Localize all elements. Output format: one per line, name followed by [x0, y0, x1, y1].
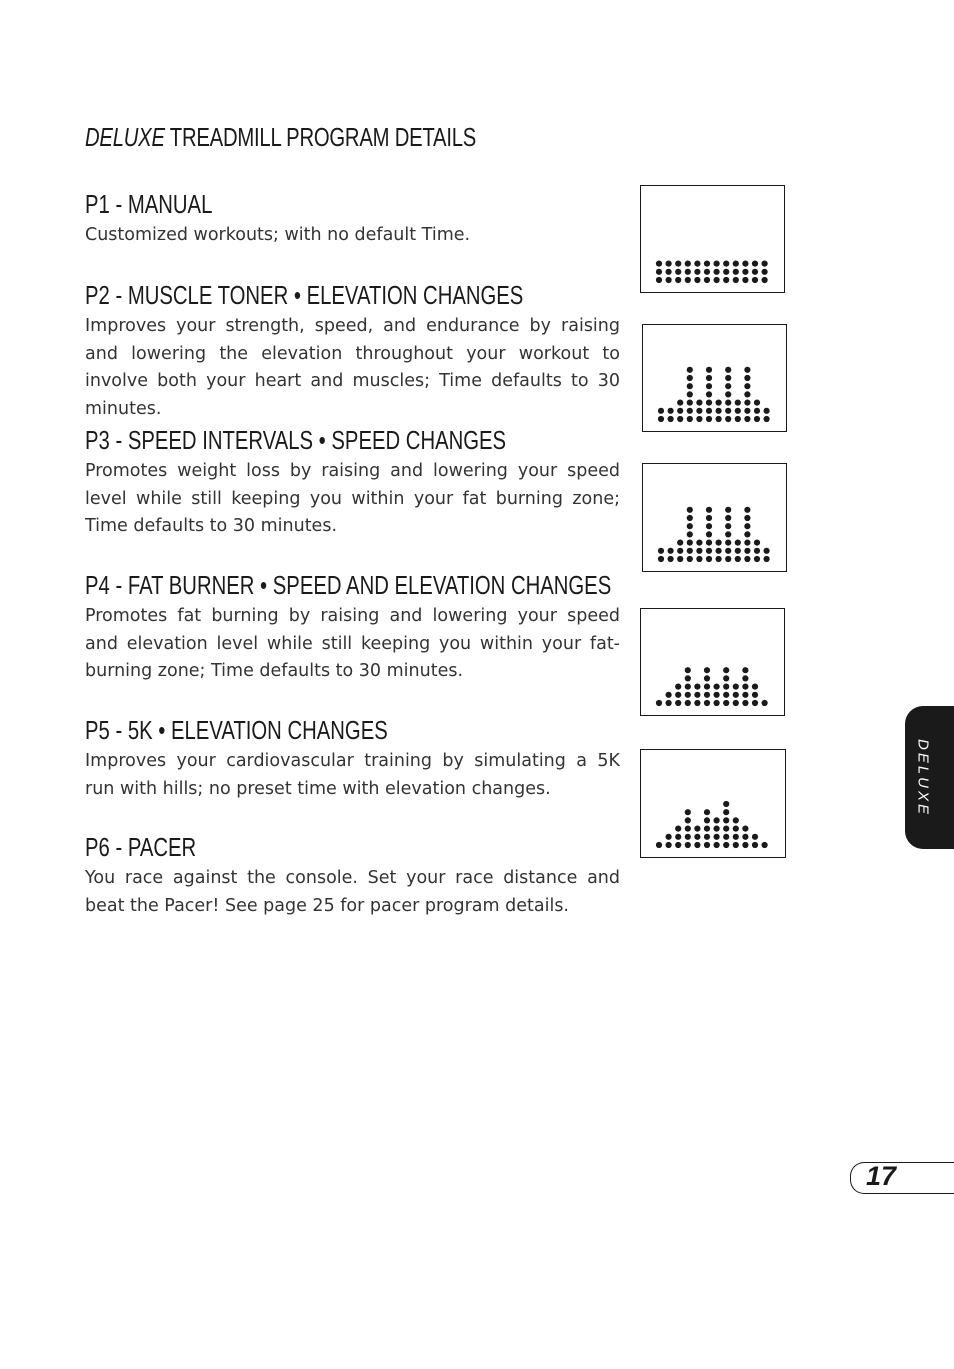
program-heading: P3 - SPEED INTERVALS • SPEED CHANGES	[85, 425, 507, 455]
profile-dot	[764, 416, 770, 422]
profile-dot	[725, 523, 731, 529]
profile-dot	[733, 261, 739, 267]
profile-dot	[762, 277, 768, 283]
profile-dot	[735, 416, 741, 422]
profile-dot	[687, 507, 693, 513]
profile-dot	[733, 834, 739, 840]
profile-dot	[706, 408, 712, 414]
program-description: Improves your strength, speed, and endurance by raising and lowering the elevation throughout your workout to involve both your heart and muscles; Time defaults to 30 minutes.	[85, 316, 620, 419]
profile-dot	[725, 531, 731, 537]
profile-dot	[716, 408, 722, 414]
profile-dot	[685, 700, 691, 706]
profile-dot	[735, 548, 741, 554]
profile-dot	[704, 667, 710, 673]
profile-dot	[714, 834, 720, 840]
profile-dot	[725, 507, 731, 513]
profile-dot	[764, 548, 770, 554]
profile-dot	[754, 548, 760, 554]
profile-chart-p1	[640, 185, 785, 293]
profile-dot	[706, 375, 712, 381]
profile-dot	[762, 700, 768, 706]
profile-dot	[696, 416, 702, 422]
profile-dot	[723, 261, 729, 267]
profile-dot	[725, 556, 731, 562]
profile-dot	[725, 540, 731, 546]
profile-dot	[668, 416, 674, 422]
profile-dot	[666, 269, 672, 275]
profile-dot	[687, 367, 693, 373]
profile-chart-p5	[640, 749, 786, 858]
profile-dot	[675, 261, 681, 267]
profile-dot	[723, 834, 729, 840]
profile-dot	[687, 531, 693, 537]
profile-dot	[725, 400, 731, 406]
profile-dot	[706, 391, 712, 397]
profile-dot	[694, 842, 700, 848]
profile-dot	[744, 375, 750, 381]
profile-dot	[733, 692, 739, 698]
program-heading: P1 - MANUAL	[85, 189, 213, 219]
profile-dot	[675, 684, 681, 690]
page-number-box	[850, 1162, 954, 1194]
profile-dot	[694, 826, 700, 832]
profile-dot	[706, 383, 712, 389]
side-tab-label: DELUXE	[914, 738, 932, 818]
profile-dot	[658, 556, 664, 562]
profile-dot	[716, 556, 722, 562]
profile-dot	[685, 842, 691, 848]
profile-dot	[704, 277, 710, 283]
profile-dot	[714, 700, 720, 706]
profile-dot	[723, 700, 729, 706]
profile-dot	[742, 675, 748, 681]
profile-dot	[723, 842, 729, 848]
profile-dot	[677, 548, 683, 554]
profile-dot	[656, 261, 662, 267]
profile-dot	[666, 261, 672, 267]
profile-dot	[744, 391, 750, 397]
profile-dot	[675, 692, 681, 698]
profile-dot	[704, 826, 710, 832]
profile-dot	[725, 408, 731, 414]
profile-dot	[677, 400, 683, 406]
profile-dot	[714, 692, 720, 698]
profile-dot	[694, 692, 700, 698]
profile-dot	[704, 834, 710, 840]
profile-dot	[666, 277, 672, 283]
profile-dot	[704, 692, 710, 698]
profile-dot	[694, 261, 700, 267]
profile-dot	[752, 692, 758, 698]
profile-dot	[706, 515, 712, 521]
profile-dot	[687, 408, 693, 414]
profile-dot	[744, 416, 750, 422]
profile-dot	[723, 801, 729, 807]
profile-dot	[752, 269, 758, 275]
profile-dot	[696, 400, 702, 406]
profile-dot	[714, 684, 720, 690]
profile-dot	[668, 556, 674, 562]
profile-dot	[706, 400, 712, 406]
profile-dot	[723, 269, 729, 275]
program-description: Customized workouts; with no default Time.	[85, 225, 471, 245]
program-description: Improves your cardiovascular training by simulating a 5K run with hills; no preset time with elevation changes.	[85, 751, 620, 799]
dot-matrix-p4	[641, 609, 784, 715]
profile-dot	[723, 692, 729, 698]
profile-dot	[694, 700, 700, 706]
profile-dot	[752, 277, 758, 283]
profile-dot	[744, 367, 750, 373]
profile-dot	[685, 817, 691, 823]
profile-dot	[725, 548, 731, 554]
profile-dot	[687, 548, 693, 554]
program-heading: P5 - 5K • ELEVATION CHANGES	[85, 715, 388, 745]
profile-dot	[714, 277, 720, 283]
profile-dot	[685, 269, 691, 275]
profile-dot	[696, 548, 702, 554]
profile-dot	[675, 700, 681, 706]
profile-dot	[704, 684, 710, 690]
profile-dot	[744, 523, 750, 529]
profile-dot	[685, 692, 691, 698]
profile-dot	[696, 556, 702, 562]
profile-dot	[677, 416, 683, 422]
program-p3	[85, 424, 620, 541]
profile-dot	[742, 692, 748, 698]
profile-dot	[744, 507, 750, 513]
profile-dot	[706, 556, 712, 562]
dot-matrix-p3	[643, 464, 786, 571]
profile-dot	[666, 692, 672, 698]
program-p2	[85, 279, 620, 423]
profile-dot	[694, 834, 700, 840]
profile-dot	[723, 277, 729, 283]
profile-dot	[733, 277, 739, 283]
profile-dot	[668, 408, 674, 414]
profile-dot	[685, 826, 691, 832]
profile-dot	[706, 531, 712, 537]
profile-dot	[704, 842, 710, 848]
profile-dot	[733, 817, 739, 823]
profile-dot	[694, 269, 700, 275]
profile-dot	[725, 375, 731, 381]
profile-dot	[744, 515, 750, 521]
profile-chart-p2	[642, 324, 787, 432]
profile-dot	[733, 700, 739, 706]
profile-dot	[754, 400, 760, 406]
profile-dot	[704, 817, 710, 823]
profile-dot	[744, 400, 750, 406]
profile-dot	[752, 842, 758, 848]
profile-dot	[733, 684, 739, 690]
profile-dot	[754, 556, 760, 562]
profile-dot	[716, 416, 722, 422]
profile-dot	[735, 540, 741, 546]
profile-dot	[656, 277, 662, 283]
profile-dot	[742, 667, 748, 673]
profile-dot	[706, 507, 712, 513]
profile-dot	[694, 277, 700, 283]
dot-matrix-p1	[641, 186, 784, 292]
profile-dot	[716, 548, 722, 554]
profile-dot	[704, 700, 710, 706]
program-p5	[85, 714, 620, 803]
profile-dot	[744, 383, 750, 389]
profile-dot	[675, 834, 681, 840]
profile-dot	[666, 842, 672, 848]
profile-dot	[733, 826, 739, 832]
profile-dot	[754, 540, 760, 546]
profile-dot	[656, 842, 662, 848]
profile-dot	[764, 408, 770, 414]
profile-dot	[658, 408, 664, 414]
profile-dot	[675, 277, 681, 283]
profile-dot	[754, 408, 760, 414]
profile-dot	[714, 261, 720, 267]
profile-dot	[725, 383, 731, 389]
profile-dot	[706, 540, 712, 546]
program-p1	[85, 188, 620, 250]
profile-dot	[752, 684, 758, 690]
profile-dot	[725, 416, 731, 422]
profile-dot	[714, 842, 720, 848]
profile-chart-p3	[642, 463, 787, 572]
profile-dot	[677, 556, 683, 562]
profile-dot	[704, 809, 710, 815]
profile-dot	[687, 391, 693, 397]
profile-dot	[744, 548, 750, 554]
side-tab	[905, 706, 954, 849]
profile-dot	[666, 700, 672, 706]
profile-dot	[733, 842, 739, 848]
profile-dot	[725, 515, 731, 521]
program-heading: P2 - MUSCLE TONER • ELEVATION CHANGES	[85, 280, 524, 310]
program-description: You race against the console. Set your race distance and beat the Pacer! See page 25 for pacer program details.	[85, 868, 620, 916]
profile-dot	[706, 523, 712, 529]
profile-dot	[752, 261, 758, 267]
profile-dot	[704, 675, 710, 681]
profile-dot	[716, 400, 722, 406]
profile-dot	[704, 261, 710, 267]
profile-dot	[742, 842, 748, 848]
profile-dot	[696, 408, 702, 414]
dot-matrix-p2	[643, 325, 786, 431]
program-description: Promotes fat burning by raising and lowering your speed and elevation level while still keeping you within your fat-burning zone; Time defaults to 30 minutes.	[85, 606, 620, 681]
profile-dot	[714, 817, 720, 823]
profile-dot	[666, 834, 672, 840]
profile-dot	[706, 416, 712, 422]
profile-dot	[687, 383, 693, 389]
profile-dot	[714, 826, 720, 832]
profile-dot	[706, 548, 712, 554]
profile-dot	[725, 367, 731, 373]
profile-dot	[723, 675, 729, 681]
profile-dot	[762, 261, 768, 267]
profile-dot	[687, 375, 693, 381]
profile-dot	[762, 269, 768, 275]
profile-dot	[677, 540, 683, 546]
title-rest: TREADMILL PROGRAM DETAILS	[164, 122, 477, 152]
profile-dot	[685, 684, 691, 690]
profile-dot	[752, 700, 758, 706]
program-p6	[85, 831, 620, 920]
title-brand: DELUXE	[85, 122, 165, 152]
profile-dot	[742, 826, 748, 832]
profile-dot	[764, 556, 770, 562]
profile-dot	[687, 416, 693, 422]
profile-dot	[723, 684, 729, 690]
profile-dot	[675, 269, 681, 275]
profile-dot	[677, 408, 683, 414]
page-number: 17	[866, 1161, 897, 1191]
profile-dot	[687, 515, 693, 521]
profile-dot	[723, 667, 729, 673]
profile-dot	[744, 531, 750, 537]
profile-dot	[742, 261, 748, 267]
profile-dot	[714, 269, 720, 275]
profile-dot	[744, 556, 750, 562]
profile-dot	[687, 400, 693, 406]
program-heading: P4 - FAT BURNER • SPEED AND ELEVATION CHANGES	[85, 570, 612, 600]
profile-dot	[742, 684, 748, 690]
profile-dot	[685, 834, 691, 840]
profile-dot	[735, 556, 741, 562]
profile-dot	[685, 675, 691, 681]
profile-dot	[744, 408, 750, 414]
page-title	[85, 122, 476, 153]
profile-dot	[658, 548, 664, 554]
profile-dot	[685, 809, 691, 815]
profile-dot	[733, 269, 739, 275]
profile-dot	[716, 540, 722, 546]
profile-dot	[735, 408, 741, 414]
profile-dot	[656, 700, 662, 706]
profile-dot	[723, 826, 729, 832]
program-p4	[85, 569, 620, 686]
profile-dot	[685, 277, 691, 283]
profile-dot	[744, 540, 750, 546]
profile-dot	[742, 834, 748, 840]
profile-dot	[687, 556, 693, 562]
dot-matrix-p5	[641, 750, 785, 857]
profile-dot	[725, 391, 731, 397]
profile-dot	[658, 416, 664, 422]
profile-dot	[742, 700, 748, 706]
profile-dot	[687, 540, 693, 546]
profile-dot	[656, 269, 662, 275]
profile-dot	[723, 817, 729, 823]
profile-dot	[696, 540, 702, 546]
profile-dot	[752, 834, 758, 840]
profile-dot	[735, 400, 741, 406]
profile-dot	[742, 269, 748, 275]
profile-dot	[675, 826, 681, 832]
profile-dot	[723, 809, 729, 815]
profile-dot	[668, 548, 674, 554]
profile-dot	[754, 416, 760, 422]
profile-dot	[742, 277, 748, 283]
profile-dot	[685, 261, 691, 267]
profile-chart-p4	[640, 608, 785, 716]
profile-dot	[694, 684, 700, 690]
program-heading: P6 - PACER	[85, 832, 197, 862]
program-description: Promotes weight loss by raising and lowering your speed level while still keeping you within your fat burning zone; Time defaults to 30 minutes.	[85, 461, 620, 536]
profile-dot	[687, 523, 693, 529]
profile-dot	[675, 842, 681, 848]
profile-dot	[685, 667, 691, 673]
profile-dot	[704, 269, 710, 275]
profile-dot	[706, 367, 712, 373]
profile-dot	[762, 842, 768, 848]
